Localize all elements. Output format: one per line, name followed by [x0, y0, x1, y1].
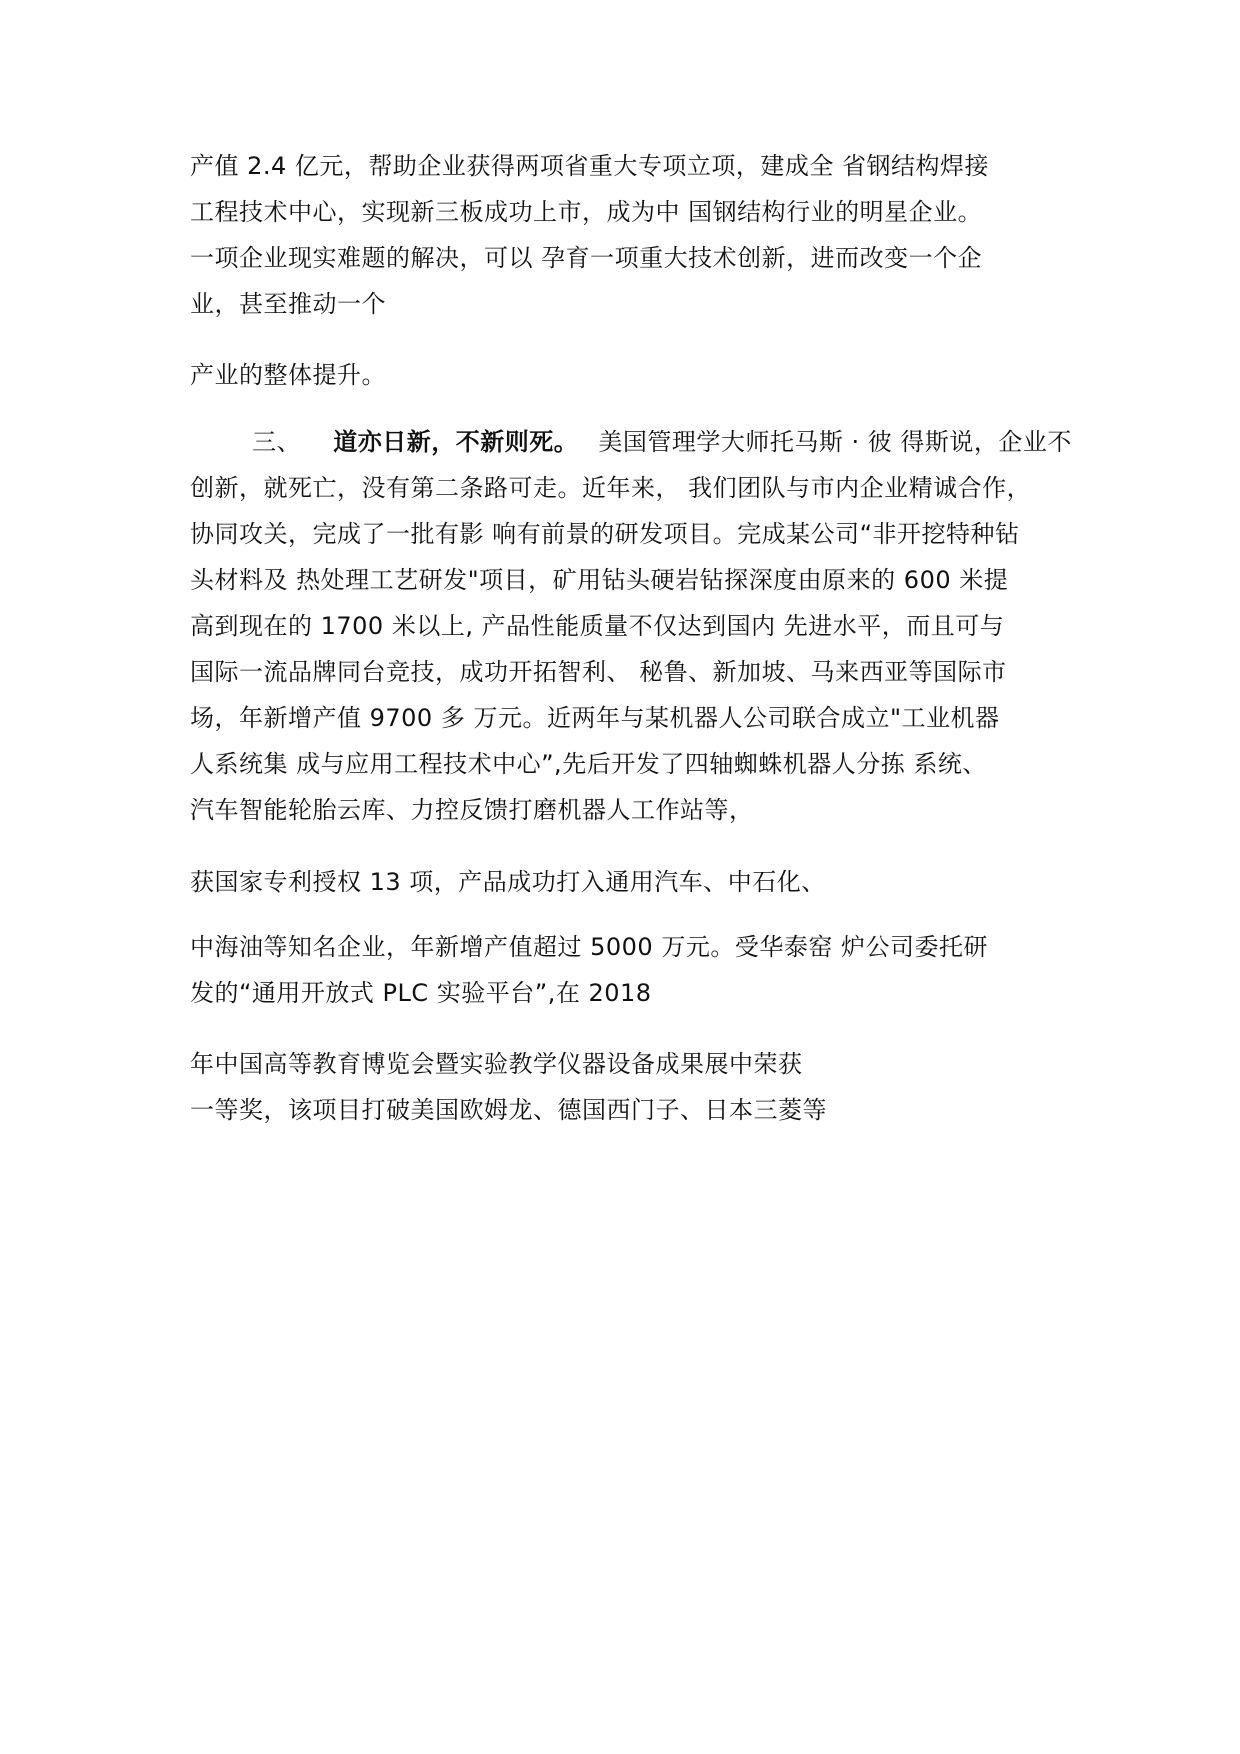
paragraph-line-18: 一等奖，该项目打破美国欧姆龙、德国西门子、日本三菱等 [190, 1096, 827, 1124]
paragraph-line-10: 国际一流品牌同台竞技，成功开拓智利、 秘鲁、新加坡、马来西亚等国际市 [190, 658, 1007, 686]
paragraph-line-13: 汽车智能轮胎云库、力控反馈打磨机器人工作站等， [190, 796, 754, 824]
paragraph-line-4: 业，甚至推动一个 [190, 290, 386, 318]
section-text: 美国管理学大师托马斯 · 彼 得斯说，企业不 [598, 428, 1072, 456]
paragraph-line-14: 获国家专利授权 13 项，产品成功打入通用汽车、中石化、 [190, 868, 826, 896]
section-number: 三、 [252, 428, 302, 456]
paragraph-line-3: 一项企业现实难题的解决，可以 孕育一项重大技术创新，进而改变一个企 [190, 244, 983, 272]
paragraph-line-8: 头材料及 热处理工艺研发"项目，矿用钻头硬岩钻探深度由原来的 600 米提 [190, 566, 1009, 594]
paragraph-line-15: 中海油等知名企业，年新增产值超过 5000 万元。受华泰窑 炉公司委托研 [190, 933, 988, 961]
paragraph-line-2: 工程技术中心，实现新三板成功上市，成为中 国钢结构行业的明星企业。 [190, 198, 983, 226]
paragraph-line-11: 场，年新增产值 9700 多 万元。近两年与某机器人公司联合成立"工业机器 [190, 704, 1000, 732]
section-heading-line [190, 424, 1070, 460]
paragraph-line-6: 创新，就死亡，没有第二条路可走。近年来， 我们团队与市内企业精诚合作， [190, 474, 1032, 502]
paragraph-line-1: 产值 2.4 亿元，帮助企业获得两项省重大专项立项，建成全 省钢结构焊接 [190, 152, 990, 180]
paragraph-line-16: 发的“通用开放式 PLC 实验平台”,在 2018 [190, 979, 652, 1007]
section-title: 道亦日新，不新则死。 [333, 428, 579, 456]
paragraph-line-5: 产业的整体提升。 [190, 361, 386, 389]
paragraph-line-12: 人系统集 成与应用工程技术中心”,先后开发了四轴蜘蛛机器人分拣 系统、 [190, 750, 987, 778]
paragraph-line-7: 协同攻关，完成了一批有影 响有前景的研发项目。完成某公司“非开挖特种钻 [190, 520, 1020, 548]
paragraph-line-9: 高到现在的 1700 米以上, 产品性能质量不仅达到国内 先进水平，而且可与 [190, 612, 1005, 640]
paragraph-line-17: 年中国高等教育博览会暨实验教学仪器设备成果展中荣获 [190, 1050, 803, 1078]
